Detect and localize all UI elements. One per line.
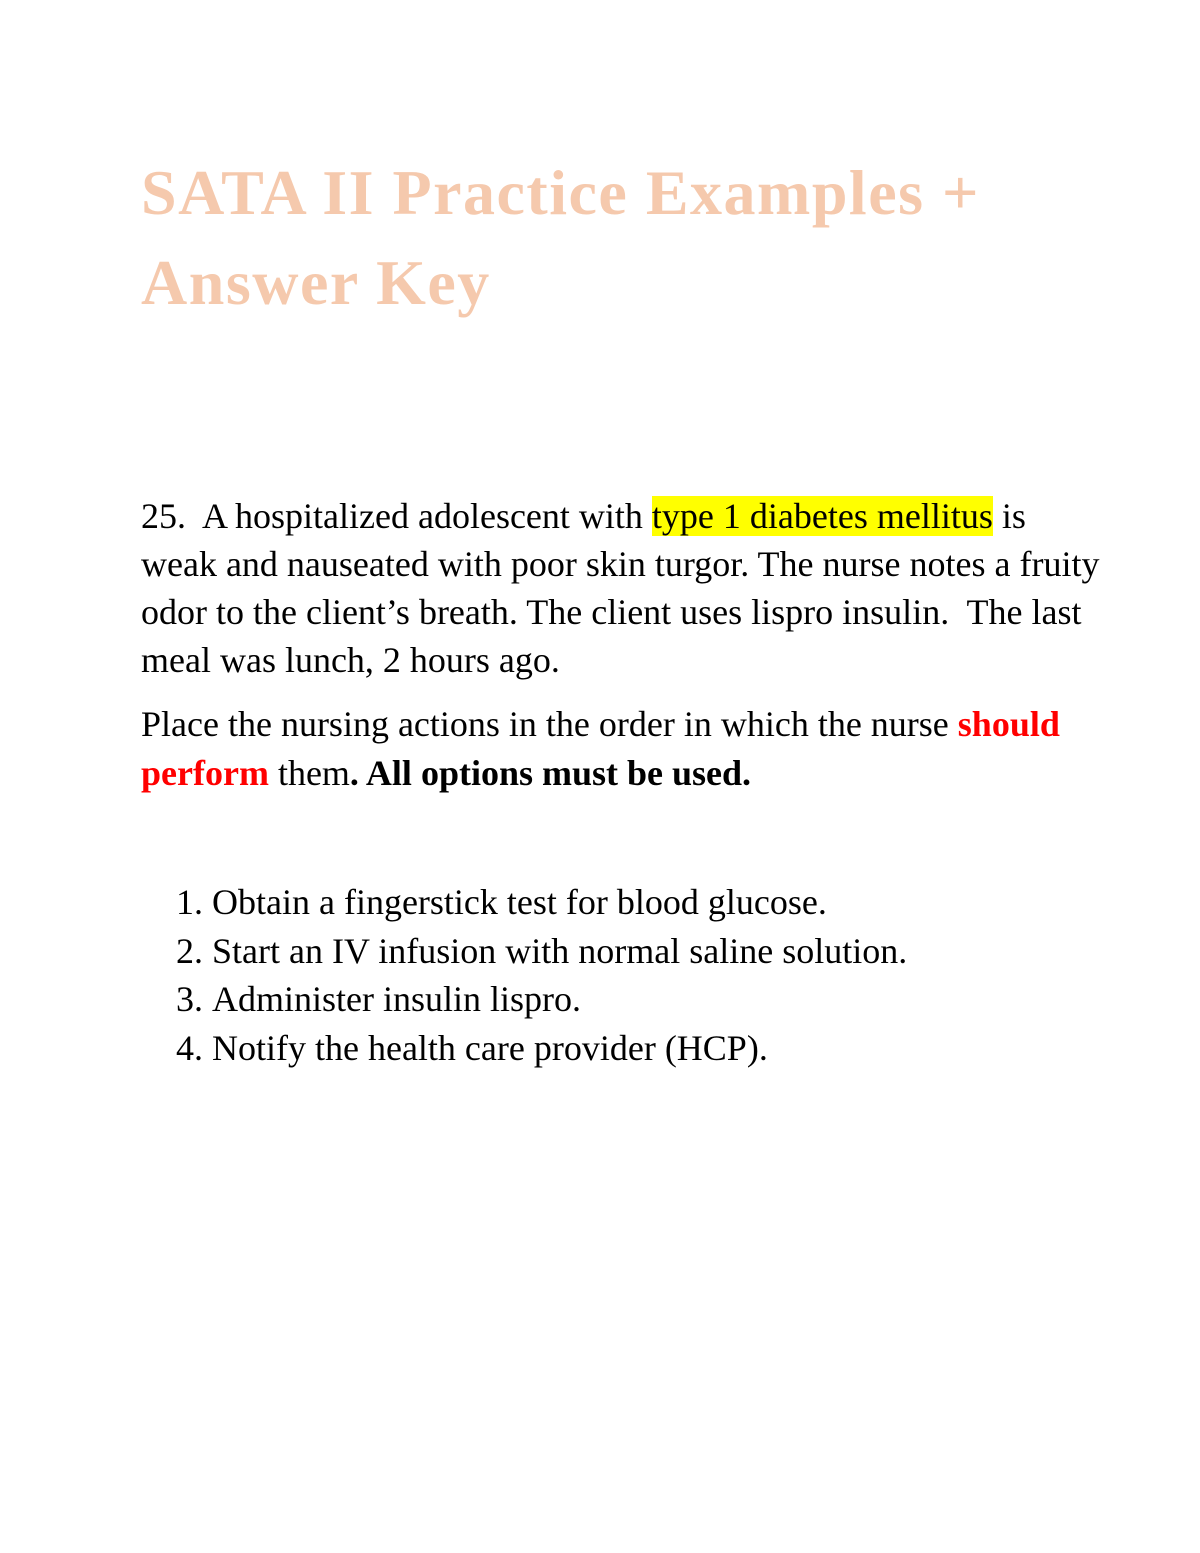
question-stem (141, 492, 1109, 684)
question-instruction (141, 700, 1101, 798)
option-text: Notify the health care provider (HCP). (212, 1027, 768, 1068)
option-number: 1. (176, 882, 203, 922)
document-title: SATA II Practice Examples + Answer Key (141, 157, 980, 318)
option-text: Obtain a fingerstick test for blood glucose. (212, 882, 827, 922)
option-text: Start an IV infusion with normal saline solution. (212, 930, 908, 971)
option-number: 2. (176, 930, 203, 971)
question-number: 25. (141, 496, 186, 536)
option-item (176, 1024, 907, 1073)
option-number: 4. (176, 1027, 203, 1068)
instruction-lead: Place the nursing actions in the order in which the nurse (141, 704, 958, 744)
option-item (176, 927, 907, 976)
question-stem-rest: is weak and nauseated with poor skin turgor. The nurse notes a fruity odor to the client’s breath. The client uses lispro insulin. The last meal was lunch, 2 hours ago. (141, 496, 1109, 680)
highlighted-term: type 1 diabetes mellitus (651, 496, 993, 536)
question-stem-lead: A hospitalized adolescent with (186, 496, 652, 536)
option-text: Administer insulin lispro. (212, 979, 581, 1019)
option-item (176, 878, 907, 927)
instruction-strong: . All options must be used. (349, 753, 752, 793)
options-list (176, 878, 907, 1072)
option-item (176, 975, 907, 1024)
instruction-emphasis: should perform (141, 704, 1060, 793)
instruction-mid: them (268, 753, 350, 793)
option-number: 3. (176, 979, 203, 1019)
